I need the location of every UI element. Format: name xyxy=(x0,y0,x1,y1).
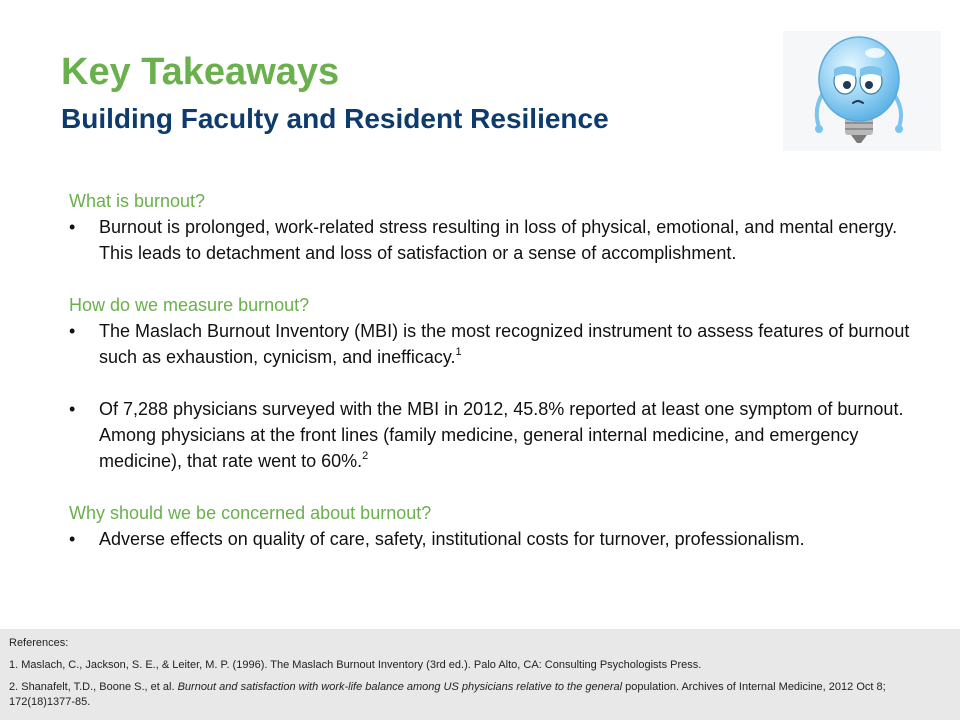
reference-2-authors: 2. Shanafelt, T.D., Boone S., et al. xyxy=(9,681,175,693)
slide-subtitle: Building Faculty and Resident Resilience xyxy=(61,103,609,134)
reference-2-source: population. Archives of Internal Medicine, 2012 Oct 8; 172(18)1377-85. xyxy=(9,681,886,708)
reference-2-title: Burnout and satisfaction with work-life balance among US physicians relative to the general xyxy=(177,681,623,693)
references-label: References: xyxy=(9,637,69,649)
bullet-item xyxy=(69,214,914,266)
references-panel xyxy=(0,629,960,720)
reference-1: 1. Maslach, C., Jackson, S. E., & Leiter, M. P. (1996). The Maslach Burnout Inventory (3rd ed.). Palo Alto, CA: Consulting Psychologists Press. xyxy=(9,659,702,671)
bullet-text: Adverse effects on quality of care, safety, institutional costs for turnover, professionalism. xyxy=(99,529,805,549)
bullet-dot-icon: • xyxy=(69,529,76,549)
lightbulb-character-icon xyxy=(783,31,941,151)
bullet-text: Of 7,288 physicians surveyed with the MBI in 2012, 45.8% reported at least one symptom of burnout. Among physicians at the front lines (family medicine, general internal medicine, and emergency medicine), that rate went to 60%. xyxy=(99,399,904,471)
bullet-item xyxy=(69,396,914,474)
section-heading: Why should we be concerned about burnout? xyxy=(69,503,432,523)
reference-2 xyxy=(9,680,937,710)
slide-body xyxy=(69,188,914,578)
slide-title: Key Takeaways xyxy=(61,51,340,93)
section-how-measure-burnout xyxy=(69,292,914,474)
bullet-text: The Maslach Burnout Inventory (MBI) is the most recognized instrument to assess features of burnout such as exhaustion, cynicism, and inefficacy. xyxy=(99,321,910,367)
bullet-item xyxy=(69,318,914,370)
bullet-dot-icon: • xyxy=(69,217,76,237)
bullet-dot-icon: • xyxy=(69,399,76,419)
section-heading: What is burnout? xyxy=(69,191,206,211)
reference-superscript: 2 xyxy=(362,450,369,462)
bullet-item xyxy=(69,526,914,552)
section-what-is-burnout xyxy=(69,188,914,266)
section-heading: How do we measure burnout? xyxy=(69,295,310,315)
section-why-concerned xyxy=(69,500,914,552)
reference-superscript: 1 xyxy=(455,346,462,358)
lightbulb-mascot-image xyxy=(783,31,941,151)
bullet-dot-icon: • xyxy=(69,321,76,341)
bullet-text: Burnout is prolonged, work-related stress resulting in loss of physical, emotional, and mental energy. This leads to detachment and loss of satisfaction or a sense of accomplishment. xyxy=(99,217,898,263)
